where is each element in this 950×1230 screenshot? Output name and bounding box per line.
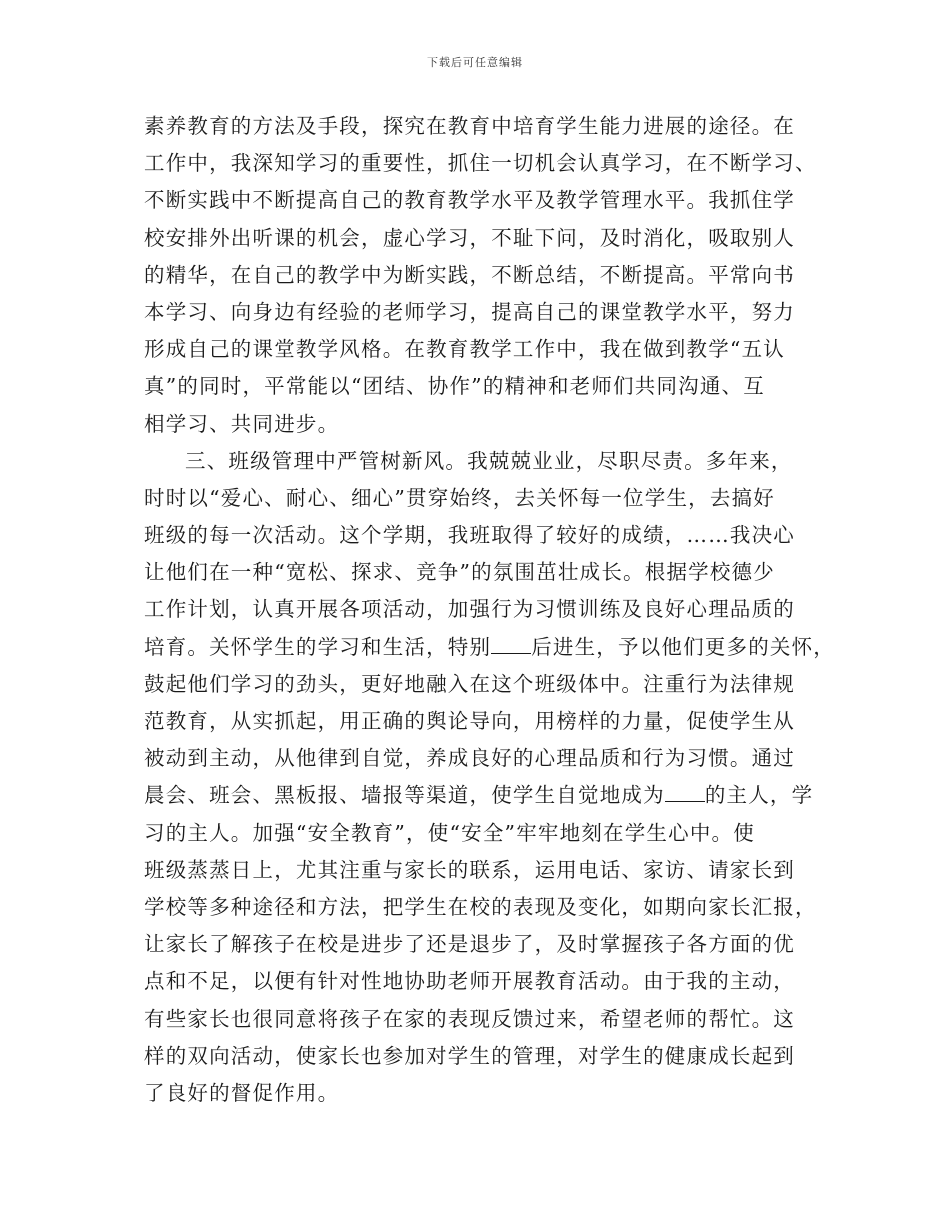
text-segment: 晨会、班会、黑板报、墙报等渠道，使学生自觉地成为 [144, 783, 665, 808]
text-line: 了良好的督促作用。 [144, 1080, 340, 1105]
text-line-with-blank [144, 629, 836, 666]
document-body [144, 108, 836, 1112]
text-segment: 后进生，予以他们更多的关怀， [531, 634, 836, 659]
text-line: 点和不足，以便有针对性地协助老师开展教育活动。由于我的主动， [144, 969, 795, 994]
text-line: 鼓起他们学习的劲头，更好地融入在这个班级体中。注重行为法律规 [144, 671, 795, 696]
text-line: 本学习、向身边有经验的老师学习，提高自己的课堂教学水平，努力 [144, 299, 795, 324]
text-line: 时时以“爱心、耐心、细心”贯穿始终，去关怀每一位学生，去搞好 [144, 485, 775, 510]
text-line: 学校等多种途径和方法，把学生在校的表现及变化，如期向家长汇报， [144, 894, 817, 919]
paragraph-2 [144, 443, 836, 1112]
fill-in-blank [491, 634, 531, 653]
text-line: 素养教育的方法及手段，探究在教育中培育学生能力进展的途径。在 [144, 114, 795, 138]
text-line-with-blank [144, 777, 814, 814]
text-line: 被动到主动，从他律到自觉，养成良好的心理品质和行为习惯。通过 [144, 746, 795, 771]
text-line: 班级的每一次活动。这个学期，我班取得了较好的成绩，……我决心 [144, 523, 795, 548]
text-line: 相学习、共同进步。 [144, 411, 340, 436]
fill-in-blank [665, 783, 705, 802]
text-line: 习的主人。加强“安全教育”，使“安全”牢牢地刻在学生心中。使 [144, 820, 755, 845]
text-line: 有些家长也很同意将孩子在家的表现反馈过来，希望老师的帮忙。这 [144, 1006, 795, 1031]
text-line: 不断实践中不断提高自己的教育教学水平及教学管理水平。我抓住学 [144, 188, 795, 213]
paragraph-1 [144, 108, 817, 443]
page-header: 下载后可任意编辑 [427, 56, 523, 69]
text-segment: 培育。关怀学生的学习和生活，特别 [144, 634, 492, 659]
text-line: 的精华，在自己的教学中为断实践，不断总结，不断提高。平常向书 [144, 262, 795, 287]
text-line: 范教育，从实抓起，用正确的舆论导向，用榜样的力量，促使学生从 [144, 709, 795, 733]
text-line: 班级蒸蒸日上，尤其注重与家长的联系，运用电话、家访、请家长到 [144, 857, 795, 882]
text-line: 样的双向活动，使家长也参加对学生的管理，对学生的健康成长起到 [144, 1043, 795, 1068]
text-segment: 的主人，学 [704, 783, 814, 808]
text-line: 工作计划，认真开展各项活动，加强行为习惯训练及良好心理品质的 [144, 597, 795, 622]
text-line: 让他们在一种“宽松、探求、竞争”的氛围茁壮成长。根据学校德少 [144, 560, 775, 585]
text-line: 形成自己的课堂教学风格。在教育教学工作中，我在做到教学“五认 [144, 337, 785, 362]
text-line: 真”的同时，平常能以“团结、协作”的精神和老师们共同沟通、互 [144, 374, 765, 399]
text-line: 校安排外出听课的机会，虚心学习，不耻下问，及时消化，吸取别人 [144, 225, 795, 250]
text-line: 三、班级管理中严管树新风。我兢兢业业，尽职尽责。多年来， [185, 448, 793, 473]
text-line: 让家长了解孩子在校是进步了还是退步了，及时掌握孩子各方面的优 [144, 932, 795, 957]
text-line: 工作中，我深知学习的重要性，抓住一切机会认真学习，在不断学习、 [144, 151, 817, 176]
